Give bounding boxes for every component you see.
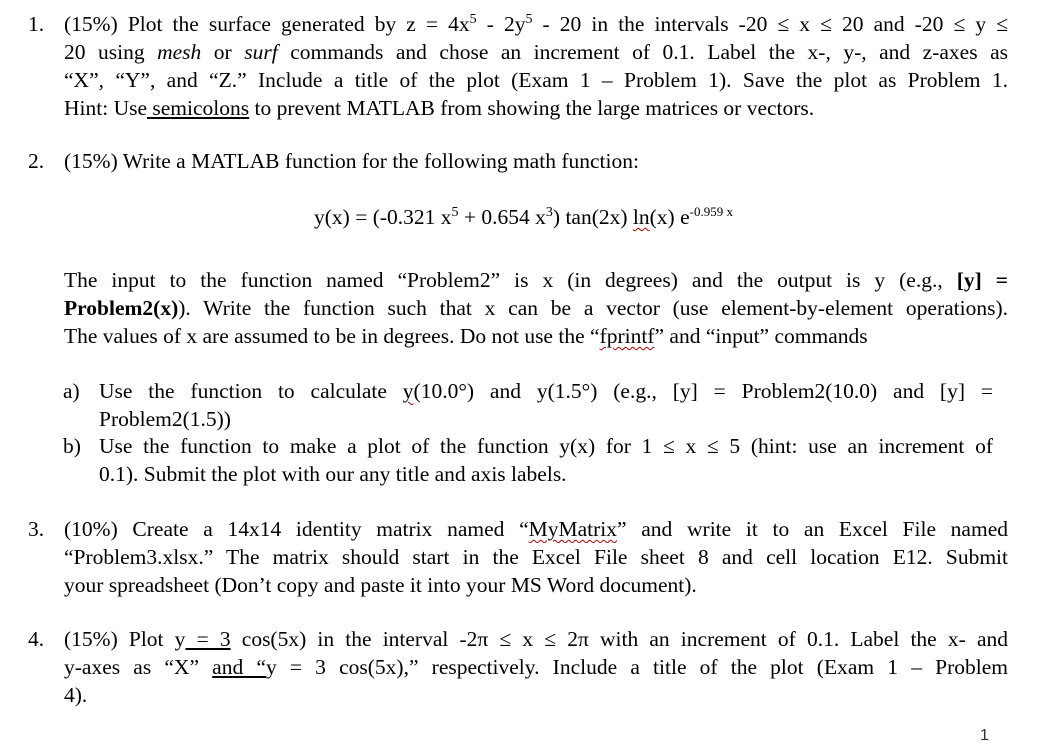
- text-line: Problem2(1.5)): [99, 407, 231, 431]
- text-line: your spreadsheet (Don’t copy and paste it into your MS Word document).: [64, 573, 697, 597]
- text-line: Use the function to make a plot of the function y(x) for 1 ≤ x ≤ 5 (hint: use an increment of: [99, 434, 993, 458]
- text-line: The input to the function named “Problem2” is x (in degrees) and the output is y (e.g., [y] =: [64, 268, 1008, 292]
- text-line: “Problem3.xlsx.” The matrix should start in the Excel File sheet 8 and cell location E12. Submit: [64, 545, 1008, 569]
- text-line: y-axes as “X” and “y = 3 cos(5x),” respectively. Include a title of the plot (Exam 1 – Problem: [64, 655, 1008, 679]
- sub-question-label: a): [63, 379, 80, 403]
- question-number: 3.: [28, 517, 45, 541]
- sub-question-label: b): [63, 434, 81, 458]
- text-line: (10%) Create a 14x14 identity matrix named “MyMatrix” and write it to an Excel File named: [64, 517, 1008, 541]
- question-number: 1.: [28, 12, 45, 36]
- math-formula: y(x) = (-0.321 $x^5 + 0.654$ $x^3$) tan(2x) ln(x) $e^{-0.959 x}$: [314, 204, 733, 229]
- text-line: Hint: Use semicolons to prevent MATLAB from showing the large matrices or vectors.: [64, 96, 815, 120]
- text-line: Use the function to calculate y(10.0°) and y(1.5°) (e.g., [y] = Problem2(10.0) and [y] =: [99, 379, 993, 403]
- question-number: 2.: [28, 149, 45, 173]
- text-line: (15%) Plot the surface generated by $z = 4x^5 - 2y^5 - 20$ in the intervals -20 ≤ x ≤ 20 and -20 ≤ y ≤: [64, 12, 1008, 36]
- text-line: (15%) Plot y = 3 cos(5x) in the interval -2π ≤ x ≤ 2π with an increment of 0.1. Label the x- and: [64, 627, 1008, 651]
- text-line: Problem2(x)). Write the function such that x can be a vector (use element-by-element operations).: [64, 296, 1008, 320]
- text-line: “X”, “Y”, and “Z.” Include a title of the plot (Exam 1 – Problem 1). Save the plot as Problem 1.: [64, 68, 1008, 92]
- page-number: 1: [980, 727, 989, 744]
- text-line: 20 using mesh or surf commands and chose an increment of 0.1. Label the x-, y-, and z-axes as: [64, 40, 1008, 64]
- question-number: 4.: [28, 627, 45, 651]
- question-text: [64, 515, 1008, 599]
- text-line: 0.1). Submit the plot with our any title and axis labels.: [99, 462, 567, 486]
- sub-question-a: [63, 377, 993, 433]
- text-line: The values of x are assumed to be in degrees. Do not use the “fprintf” and “input” commands: [64, 324, 868, 348]
- question-text: [64, 625, 1008, 709]
- question-text: (15%) Write a MATLAB function for the following math function:: [64, 149, 639, 173]
- question-text: [64, 10, 1008, 122]
- sub-question-b: [63, 432, 993, 488]
- text-line: 4).: [64, 683, 88, 707]
